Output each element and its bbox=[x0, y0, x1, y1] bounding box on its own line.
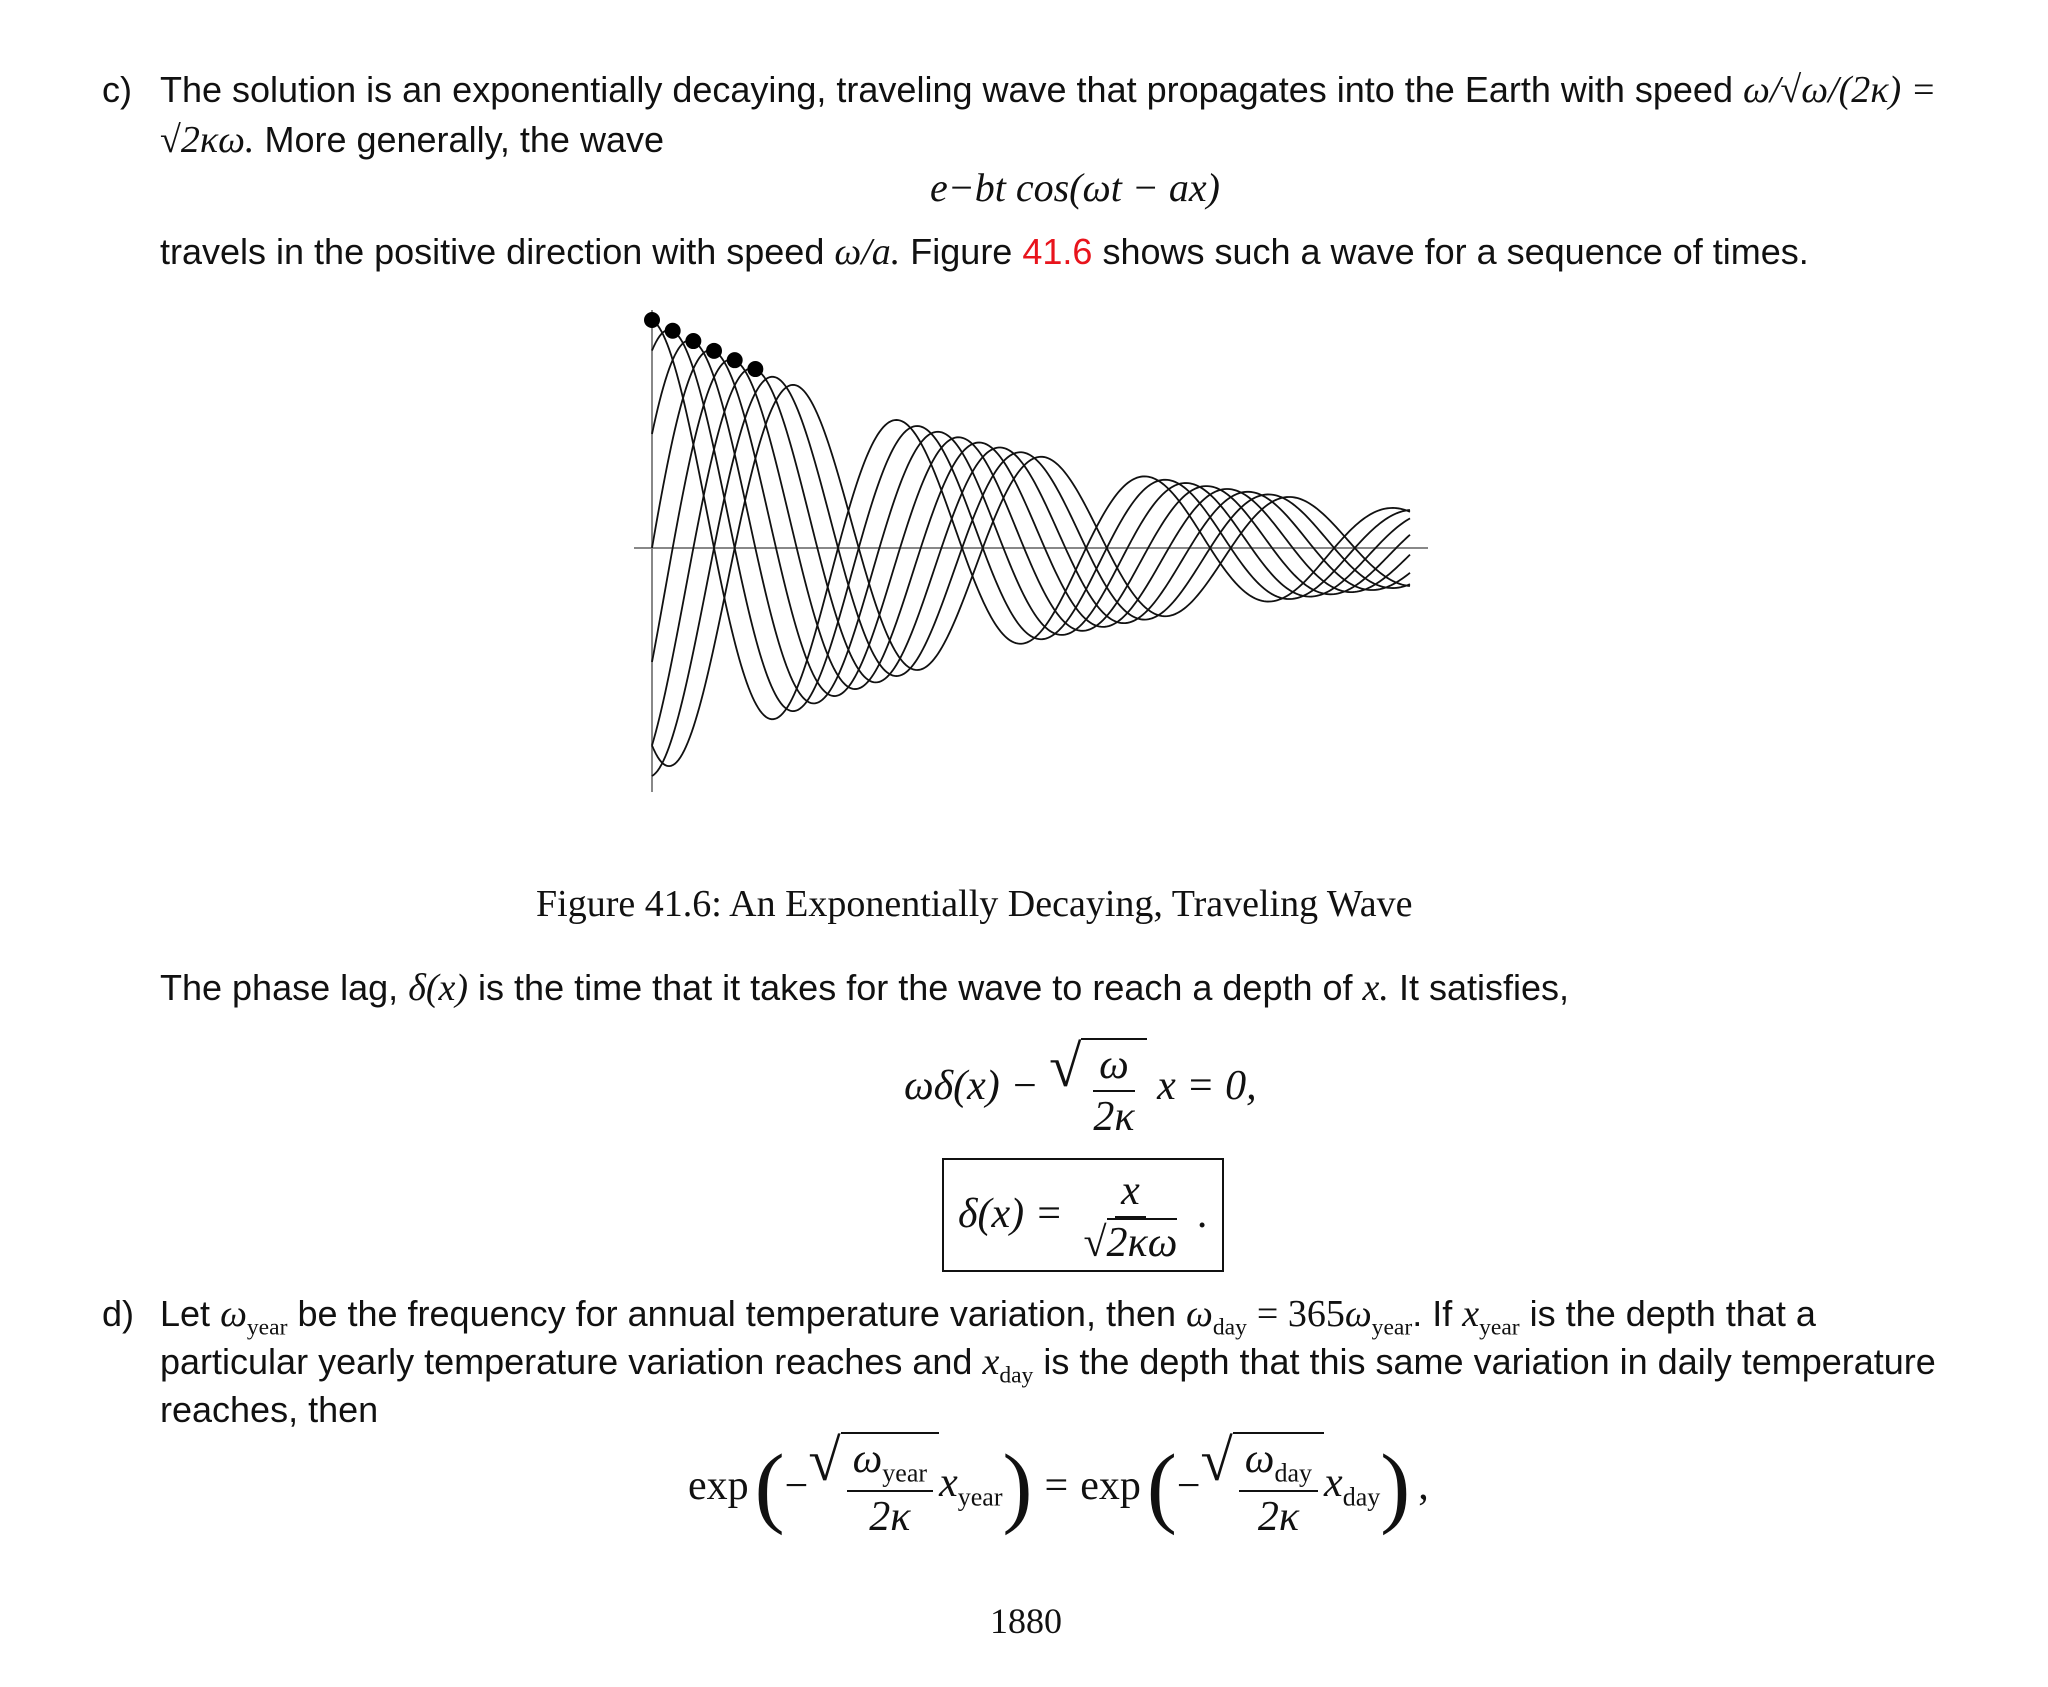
eq1-fraction bbox=[1087, 1042, 1140, 1140]
part-d-l2-b: is the depth that this same variation in daily temperature bbox=[1043, 1341, 1936, 1382]
exp-right: exp bbox=[1080, 1463, 1141, 1510]
eq2-denominator: √2κω bbox=[1083, 1220, 1178, 1267]
x-symbol: x bbox=[1324, 1460, 1343, 1507]
wave-peak-marker-5 bbox=[727, 352, 743, 368]
exp-equation bbox=[688, 1428, 1429, 1541]
subscript-day: day bbox=[999, 1362, 1034, 1389]
phase-lag-prefix: The phase lag, bbox=[160, 967, 399, 1008]
equals-365: = 365 bbox=[1256, 1293, 1345, 1335]
wave-curve-8 bbox=[652, 385, 1410, 766]
eq1-right: x = 0, bbox=[1157, 1062, 1257, 1109]
frac-year bbox=[847, 1436, 933, 1540]
phase-lag-mid: is the time that it takes for the wave to reach a depth of bbox=[478, 967, 1353, 1008]
part-c-line2-text: More generally, the wave bbox=[264, 119, 664, 160]
page-number: 1880 bbox=[990, 1601, 1062, 1641]
part-d-line-2 bbox=[160, 1338, 1936, 1400]
eq2-left: δ(x) = bbox=[958, 1190, 1063, 1237]
omega-symbol: ω bbox=[1244, 1436, 1275, 1482]
radical-sign: √ bbox=[808, 1428, 841, 1493]
boxed-delta-equation bbox=[942, 1158, 1224, 1272]
part-c-line-2 bbox=[160, 116, 664, 164]
frac-day bbox=[1239, 1436, 1318, 1540]
omega-symbol: ω bbox=[1344, 1293, 1372, 1335]
sqrt-2-kappa-omega: √2κω. bbox=[160, 119, 255, 161]
radical-sign: √ bbox=[1200, 1428, 1233, 1493]
eq1-left: ωδ(x) − bbox=[904, 1062, 1039, 1109]
phase-lag-suffix: It satisfies, bbox=[1398, 967, 1569, 1008]
sqrt-year bbox=[808, 1428, 939, 1541]
part-d-l1-b: be the frequency for annual temperature variation, then bbox=[297, 1293, 1177, 1334]
sqrt-day bbox=[1200, 1428, 1325, 1541]
subscript-year: year bbox=[957, 1482, 1003, 1512]
part-d-line-3: reaches, then bbox=[160, 1389, 379, 1430]
wave-peak-marker-3 bbox=[685, 333, 701, 349]
minus-sign-2: − bbox=[1176, 1463, 1201, 1510]
wave-peak-marker-6 bbox=[747, 361, 763, 377]
paren-open-2: ( bbox=[1146, 1436, 1177, 1536]
x-symbol: x bbox=[939, 1460, 958, 1507]
x-day bbox=[982, 1341, 1034, 1389]
eq1-radicand bbox=[1081, 1038, 1146, 1140]
figure-reference-link[interactable]: 41.6 bbox=[1022, 231, 1093, 272]
subscript-year: year bbox=[1479, 1314, 1520, 1341]
omega-year bbox=[220, 1293, 288, 1341]
wave-curve-4 bbox=[652, 350, 1410, 696]
num-year bbox=[847, 1436, 933, 1492]
eq2-fraction bbox=[1077, 1168, 1183, 1266]
part-d-l1-e: is the depth that a bbox=[1529, 1293, 1816, 1334]
part-d-label: d) bbox=[102, 1293, 135, 1334]
speed-omega-over-a: ω/a. bbox=[834, 231, 901, 273]
omega-symbol: ω bbox=[220, 1293, 247, 1335]
eq1-numerator: ω bbox=[1093, 1042, 1135, 1092]
omega-day bbox=[1186, 1293, 1247, 1341]
figure-caption: Figure 41.6: An Exponentially Decaying, Traveling Wave bbox=[536, 883, 1413, 925]
wave-peak-marker-1 bbox=[644, 312, 660, 328]
omega-symbol: ω bbox=[852, 1436, 883, 1482]
wave-peak-marker-2 bbox=[665, 323, 681, 339]
part-c-line3-suffix: shows such a wave for a sequence of times. bbox=[1102, 231, 1809, 272]
den-day: 2κ bbox=[1257, 1494, 1299, 1541]
eq1-denominator: 2κ bbox=[1093, 1094, 1135, 1141]
speed-expression: ω/√ω/(2κ) = bbox=[1743, 69, 1937, 111]
radicand-day bbox=[1233, 1432, 1324, 1540]
x-symbol: x bbox=[1462, 1293, 1480, 1335]
delta-of-x: δ(x) bbox=[408, 967, 469, 1009]
omega-symbol: ω bbox=[1186, 1293, 1213, 1335]
part-c-line-1 bbox=[160, 66, 1936, 114]
part-c-line3-figure-word: Figure bbox=[910, 231, 1013, 272]
part-c-line3-prefix: travels in the positive direction with speed bbox=[160, 231, 825, 272]
eq2-period: . bbox=[1197, 1190, 1209, 1237]
part-c-line1-text: The solution is an exponentially decaying, traveling wave that propagates into the Earth with speed bbox=[160, 69, 1733, 110]
exp-left: exp bbox=[688, 1463, 749, 1510]
paren-close-2: ) bbox=[1380, 1436, 1411, 1536]
x-symbol: x bbox=[982, 1341, 1000, 1383]
eq1-sqrt bbox=[1049, 1034, 1146, 1141]
eq2-radicand: 2κω bbox=[1106, 1220, 1178, 1267]
phase-lag-paragraph bbox=[160, 964, 1569, 1012]
part-c-label: c) bbox=[102, 69, 132, 110]
subscript-day: day bbox=[1212, 1314, 1247, 1341]
x-year bbox=[1462, 1293, 1520, 1341]
wave-peak-marker-4 bbox=[706, 343, 722, 359]
den-year: 2κ bbox=[869, 1494, 911, 1541]
num-day bbox=[1239, 1436, 1318, 1492]
radical-sign: √ bbox=[1049, 1034, 1082, 1099]
omega-year-2 bbox=[1344, 1293, 1413, 1341]
subscript-day: day bbox=[1342, 1482, 1381, 1512]
wave-equation: e−bt cos(ωt − ax) bbox=[930, 165, 1220, 210]
part-d-let: Let bbox=[160, 1293, 211, 1334]
subscript-year: year bbox=[246, 1314, 288, 1341]
x-year-term bbox=[939, 1459, 1002, 1512]
equation-comma: , bbox=[1418, 1463, 1429, 1510]
wave-curve-3 bbox=[652, 340, 1410, 703]
wave-figure bbox=[600, 300, 1440, 810]
part-d-if: If bbox=[1432, 1293, 1453, 1334]
depth-x: x. bbox=[1362, 967, 1389, 1009]
equals-sign: = bbox=[1044, 1463, 1069, 1510]
x-day-term bbox=[1324, 1459, 1380, 1512]
phase-equation-1 bbox=[904, 1034, 1257, 1141]
paren-close: ) bbox=[1002, 1436, 1033, 1536]
minus-sign: − bbox=[784, 1463, 809, 1510]
paren-open: ( bbox=[754, 1436, 785, 1536]
subscript-day: day bbox=[1274, 1458, 1313, 1488]
part-d-line-1: Let $\omega_{year}$ be the frequency for annual temperature variation, then $\omega_{day} = 365\omega_{year}$. If $x_{year}$ is the depth that a bbox=[160, 1293, 1816, 1341]
eq2-numerator: x bbox=[1115, 1168, 1146, 1218]
wave-curve-2 bbox=[652, 330, 1410, 711]
part-d-l2-a: particular yearly temperature variation reaches and bbox=[160, 1341, 973, 1382]
part-c-line-3 bbox=[160, 228, 1809, 276]
subscript-year: year bbox=[882, 1458, 928, 1488]
subscript-year: year bbox=[1371, 1314, 1413, 1341]
radicand-year bbox=[841, 1432, 939, 1540]
wave-peaks bbox=[644, 312, 763, 377]
